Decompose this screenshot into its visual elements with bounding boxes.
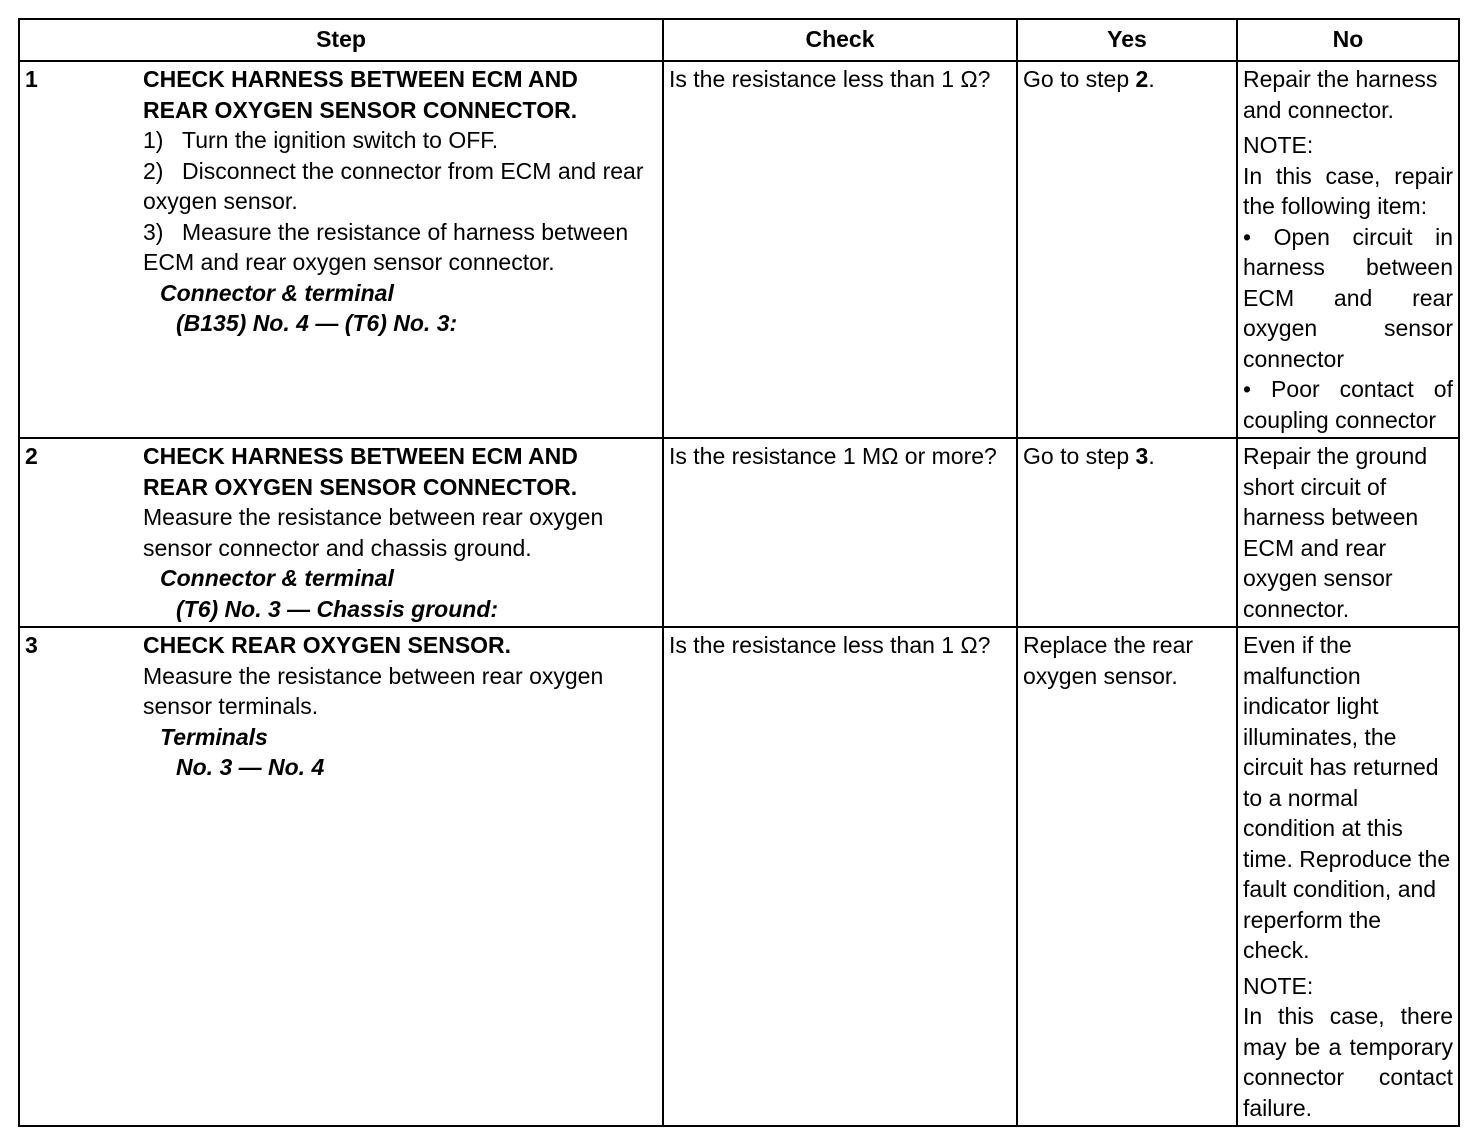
terminal-pair: No. 3 — No. 4 (176, 754, 325, 780)
diagnostic-table (18, 18, 1460, 1127)
check-cell: Is the resistance less than 1 Ω? (663, 61, 1017, 438)
procedure-step: 1) Turn the ignition switch to OFF. (143, 127, 499, 153)
step-title: CHECK REAR OXYGEN SENSOR. (143, 632, 512, 658)
no-action: Repair the harness and connector. (1243, 66, 1438, 123)
check-cell: Is the resistance less than 1 Ω? (663, 627, 1017, 1126)
no-cell (1237, 627, 1459, 1126)
connector-heading: Connector & terminal (160, 565, 394, 591)
note-label: NOTE: (1243, 132, 1314, 158)
connector-terminal: (T6) No. 3 — Chassis ground: (176, 595, 499, 622)
connector-terminal: (B135) No. 4 — (T6) No. 3: (176, 310, 458, 336)
table-row (19, 627, 1459, 1126)
header-row (19, 19, 1459, 61)
note-text: In this case, repair the following item: (1243, 162, 1453, 219)
note-text: In this case, there may be a temporary connector contact failure. (1243, 1003, 1453, 1121)
connector-heading: Connector & terminal (160, 279, 394, 306)
diagnostic-page (18, 18, 1458, 1122)
note-label: NOTE: (1243, 972, 1314, 999)
no-cell (1237, 438, 1459, 627)
note-item: • Open circuit in harness between ECM and rear oxygen sensor connector (1243, 223, 1453, 372)
header-no: No (1237, 19, 1459, 61)
step-number: 3 (25, 632, 38, 658)
step-title: CHECK HARNESS BETWEEN ECM AND REAR OXYGEN SENSOR CONNECTOR. (143, 66, 578, 123)
step-reference: 3 (1135, 443, 1149, 469)
check-cell: Is the resistance 1 MΩ or more? (663, 438, 1017, 627)
yes-cell: Go to step 2. (1017, 61, 1237, 438)
step-title: CHECK HARNESS BETWEEN ECM AND REAR OXYGEN SENSOR CONNECTOR. (143, 443, 578, 500)
step-description: Measure the resistance between rear oxygen sensor connector and chassis ground. (143, 504, 604, 561)
header-step: Step (19, 19, 663, 61)
no-action: Repair the ground short circuit of harness between ECM and rear oxygen sensor connector. (1243, 443, 1428, 622)
step-description: Measure the resistance between rear oxygen sensor terminals. (143, 662, 604, 719)
no-cell (1237, 61, 1459, 438)
header-yes: Yes (1017, 19, 1237, 61)
header-check: Check (663, 19, 1017, 61)
step-cell (19, 627, 663, 1126)
no-action: Even if the malfunction indicator light illuminates, the circuit has returned to a normal condition at this time. Reproduce the fault condition, and reperform the check. (1243, 632, 1451, 963)
note-item: • Poor contact of coupling connector (1243, 376, 1453, 433)
procedure-step: 2) Disconnect the connector from ECM and rear oxygen sensor. (143, 157, 644, 214)
step-cell (19, 438, 663, 627)
table-row (19, 438, 1459, 627)
step-number: 2 (25, 443, 38, 469)
step-number: 1 (25, 66, 38, 92)
yes-cell: Go to step 3. (1017, 438, 1237, 627)
procedure-step: 3) Measure the resistance of harness between ECM and rear oxygen sensor connector. (143, 218, 629, 275)
table-row (19, 61, 1459, 438)
step-reference: 2 (1135, 66, 1149, 92)
yes-cell: Replace the rear oxygen sensor. (1017, 627, 1237, 1126)
step-cell (19, 61, 663, 438)
terminals-heading: Terminals (160, 723, 268, 750)
